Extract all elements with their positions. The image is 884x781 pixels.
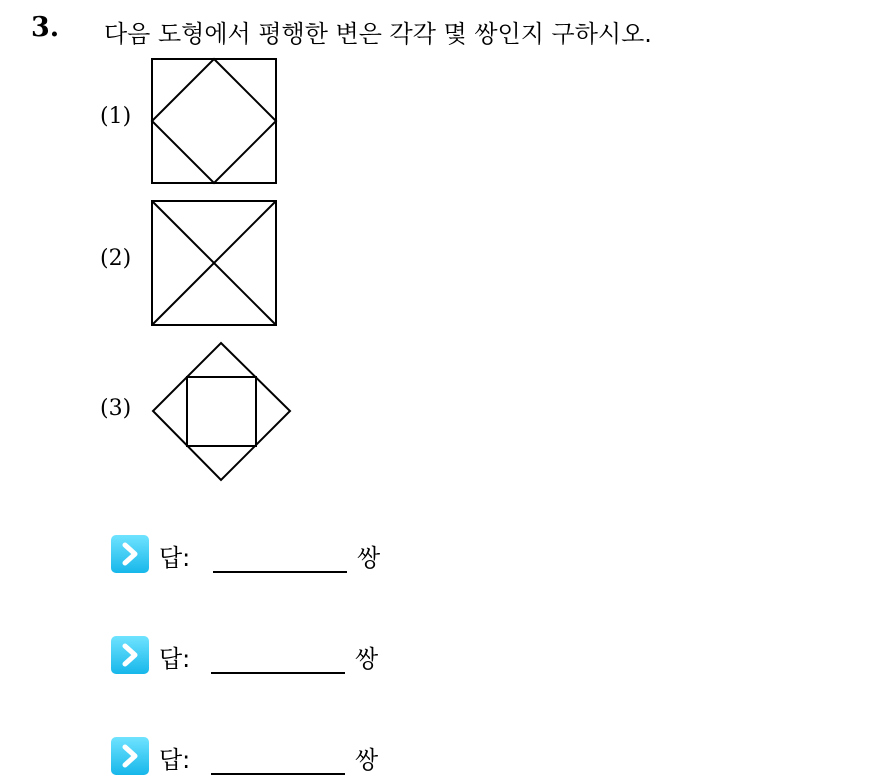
figure-2-square-with-diagonals [150, 199, 280, 327]
figure-2-label: (2) [100, 246, 132, 271]
answer-blank-3[interactable] [211, 773, 345, 775]
answer-label: 답: [159, 645, 191, 673]
answer-unit: 쌍 [355, 746, 379, 774]
answer-label: 답: [159, 746, 191, 774]
question-text: 다음 도형에서 평행한 변은 각각 몇 쌍인지 구하시오. [104, 20, 652, 48]
answer-blank-1[interactable] [213, 571, 347, 573]
chevron-right-icon [111, 535, 149, 573]
answer-label: 답: [159, 544, 191, 572]
figure-3-diamond-with-inscribed-square [150, 340, 294, 484]
answer-blank-2[interactable] [211, 672, 345, 674]
chevron-right-icon [111, 636, 149, 674]
answer-unit: 쌍 [355, 645, 379, 673]
chevron-right-icon [111, 737, 149, 775]
figure-1-square-with-inscribed-diamond [150, 57, 280, 185]
answer-unit: 쌍 [357, 544, 381, 572]
question-number: 3. [31, 12, 60, 43]
figure-3-label: (3) [100, 396, 132, 421]
figure-1-label: (1) [100, 104, 132, 129]
